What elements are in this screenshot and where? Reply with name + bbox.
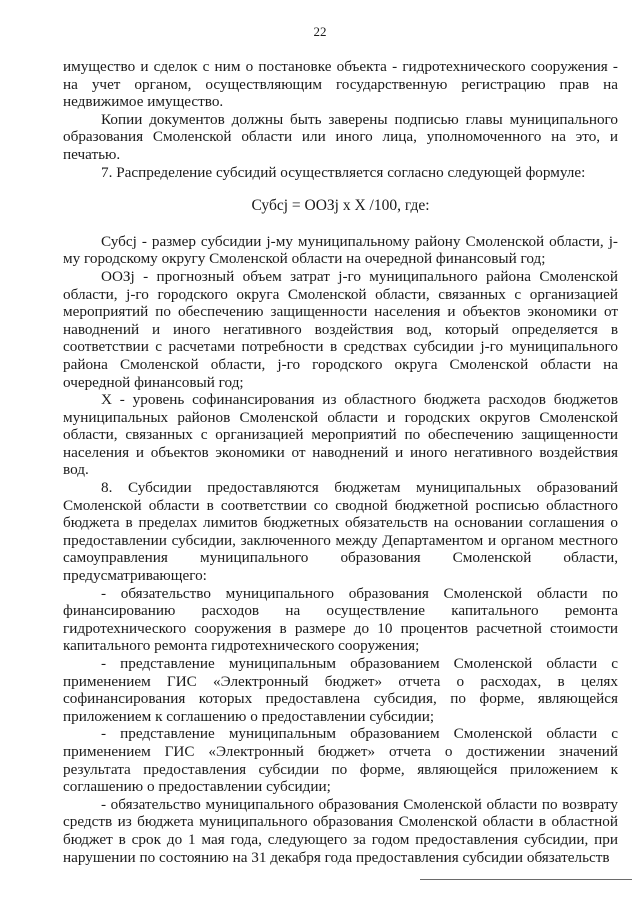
list-item-refund-obligation: - обязательство муниципального образования Смоленской области по возврату средств из бюджета муниципального образования Смоленской области в областной бюджет в срок до 1 мая года, следующего за годом предоставления субсидии, при нарушении по состоянию на 31 декабря года предоставления субсидии обязательств <box>63 795 618 866</box>
paragraph-item-8: 8. Субсидии предоставляются бюджетам муниципальных образований Смоленской области в соответствии со сводной бюджетной росписью областного бюджета в пределах лимитов бюджетных обязательств на основании соглашения о предоставлении субсидии, заключенного между Департаментом и органом местного самоуправления муниципального образования Смоленской области, предусматривающего: <box>63 479 618 585</box>
list-item-result-report: - представление муниципальным образованием Смоленской области с применением ГИС «Электронный бюджет» отчета о достижении значений результата предоставления субсидии по форме, являющейся приложением к соглашению о предоставлении субсидии; <box>63 725 618 796</box>
paragraph-definition-x: Х - уровень софинансирования из областного бюджета расходов бюджетов муниципальных районов Смоленской области и городских округов Смоленской области, связанных с организацией мероприятий по обеспечению защищенности населения и объектов экономики от наводнений и иного негативного воздействия вод. <box>63 391 618 479</box>
paragraph-definition-subsj: Субсj - размер субсидии j-му муниципальному району Смоленской области, j-му городскому округу Смоленской области на очередной финансовый год; <box>63 232 618 268</box>
list-item-cofinancing-obligation: - обязательство муниципального образования Смоленской области по финансированию расходов на осуществление капитального ремонта гидротехнического сооружения в размере до 10 процентов расчетной стоимости капитального ремонта гидротехнического сооружения; <box>63 584 618 655</box>
bottom-rule <box>420 879 632 880</box>
page-number: 22 <box>313 24 327 39</box>
paragraph-document-copies: Копии документов должны быть заверены подписью главы муниципального образования Смоленской области или иного лица, уполномоченного на это, и печатью. <box>63 110 618 163</box>
list-item-expense-report: - представление муниципальным образованием Смоленской области с применением ГИС «Электронный бюджет» отчета о расходах, в целях софинансирования которых предоставлена субсидия, по форме, являющейся приложением к соглашению о предоставлении субсидии; <box>63 655 618 725</box>
paragraph-item-7: 7. Распределение субсидий осуществляется согласно следующей формуле: <box>101 163 586 181</box>
paragraph-definition-oozj: ООЗj - прогнозный объем затрат j-го муниципального района Смоленской области, j-го городского округа Смоленской области, связанных с организацией мероприятий по обеспечению защищенности населения и объектов экономики от наводнений и иного негативного воздействия вод, который определяется в соответствии с расчетами потребности в средствах субсидии j-го муниципального района Смоленской области, j-го городского округа Смоленской области на очередной финансовый год; <box>63 267 618 391</box>
document-body <box>63 58 618 866</box>
formula: Субсj = ООЗj х Х /100, где: <box>251 197 430 215</box>
paragraph-continuation: имущество и сделок с ним о постановке объекта - гидротехнического сооружения - на учет органом, осуществляющим государственную регистрацию прав на недвижимое имущество. <box>63 58 618 111</box>
